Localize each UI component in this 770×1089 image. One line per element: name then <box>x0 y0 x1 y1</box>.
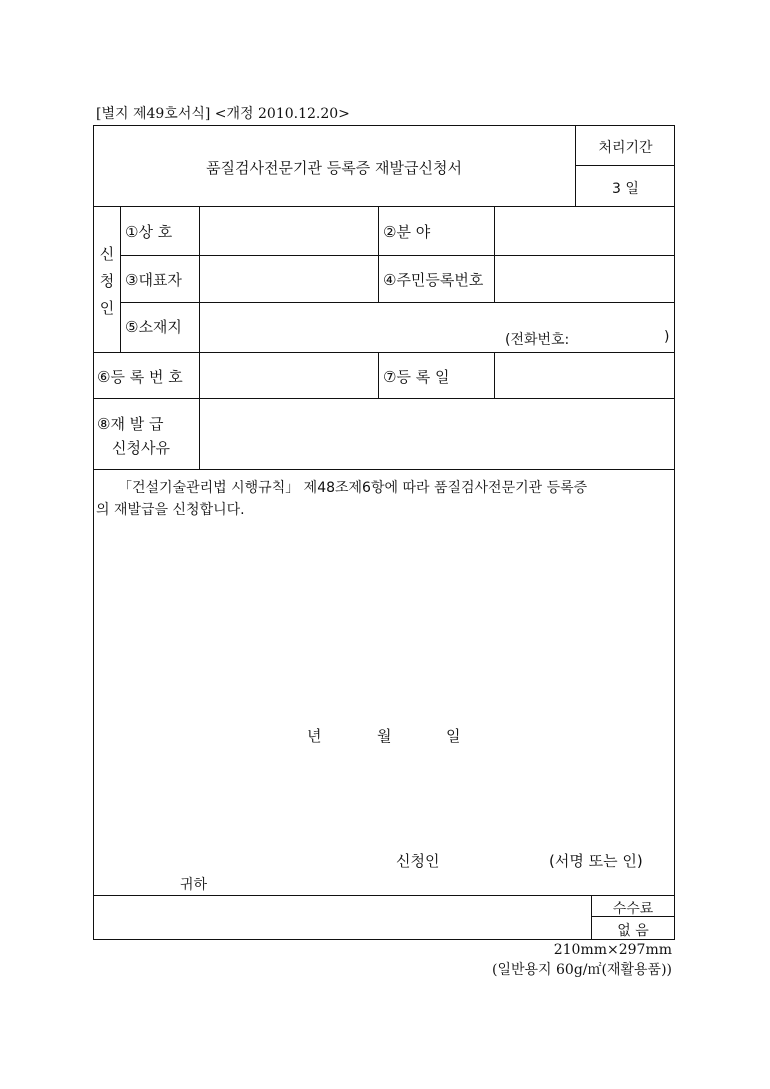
paper-note: (일반용지 60g/㎡(재활용품)) <box>492 962 672 978</box>
table-border-top <box>93 125 675 126</box>
reason-field[interactable] <box>200 399 674 469</box>
address-field[interactable] <box>200 303 674 352</box>
representative-field[interactable] <box>200 256 378 302</box>
date-month: 월 <box>377 727 392 745</box>
processing-value: 3 일 <box>612 181 639 197</box>
registration-date-field[interactable] <box>495 353 674 398</box>
registration-date-label: ⑦등 록 일 <box>383 368 450 386</box>
field-input[interactable] <box>495 207 674 255</box>
date-day: 일 <box>446 727 461 745</box>
table-border-bottom <box>93 939 675 940</box>
form-title: 품질검사전문기관 등록증 재발급신청서 <box>206 159 462 177</box>
addressee-label: 귀하 <box>180 877 208 893</box>
table-border-right <box>674 125 675 940</box>
applicant-label-1: 신 <box>99 245 115 263</box>
trade-name-label: ①상 호 <box>125 223 173 241</box>
fee-value: 없 음 <box>617 923 649 939</box>
col-line <box>378 352 379 398</box>
phone-close: ) <box>664 329 670 345</box>
trade-name-field[interactable] <box>200 207 378 255</box>
paper-size: 210mm×297mm <box>553 942 672 958</box>
representative-label: ③대표자 <box>125 271 182 289</box>
form-header: [별지 제49호서식] <개정 2010.12.20> <box>96 106 350 122</box>
applicant-label-2: 청 <box>99 272 115 290</box>
processing-label: 처리기간 <box>598 140 653 156</box>
applicant-signature-label: 신청인 <box>396 852 440 870</box>
processing-divider-h <box>575 165 675 166</box>
registration-number-label: ⑥등 록 번 호 <box>97 368 183 386</box>
fee-label: 수수료 <box>612 901 654 917</box>
phone-label: (전화번호: <box>505 332 570 348</box>
row-line <box>93 895 675 896</box>
body-text-line1: 「건설기술관리법 시행규칙」 제48조제6항에 따라 품질검사전문기관 등록증 <box>118 480 588 496</box>
address-label: ⑤소재지 <box>125 318 182 336</box>
registration-number-field[interactable] <box>200 353 378 398</box>
resident-number-label: ④주민등록번호 <box>383 271 484 289</box>
reason-label-line1: ⑧재 발 급 <box>97 415 164 433</box>
field-label: ②분 야 <box>383 223 431 241</box>
date-year: 년 <box>307 727 322 745</box>
col-line <box>378 206 379 302</box>
body-text-line2: 의 재발급을 신청합니다. <box>96 502 245 518</box>
reason-label-line2: 신청사유 <box>112 439 170 457</box>
signature-note: (서명 또는 인) <box>549 852 643 870</box>
applicant-divider <box>120 206 121 352</box>
applicant-label-3: 인 <box>99 299 115 317</box>
resident-number-field[interactable] <box>495 256 674 302</box>
row-line <box>93 469 675 470</box>
